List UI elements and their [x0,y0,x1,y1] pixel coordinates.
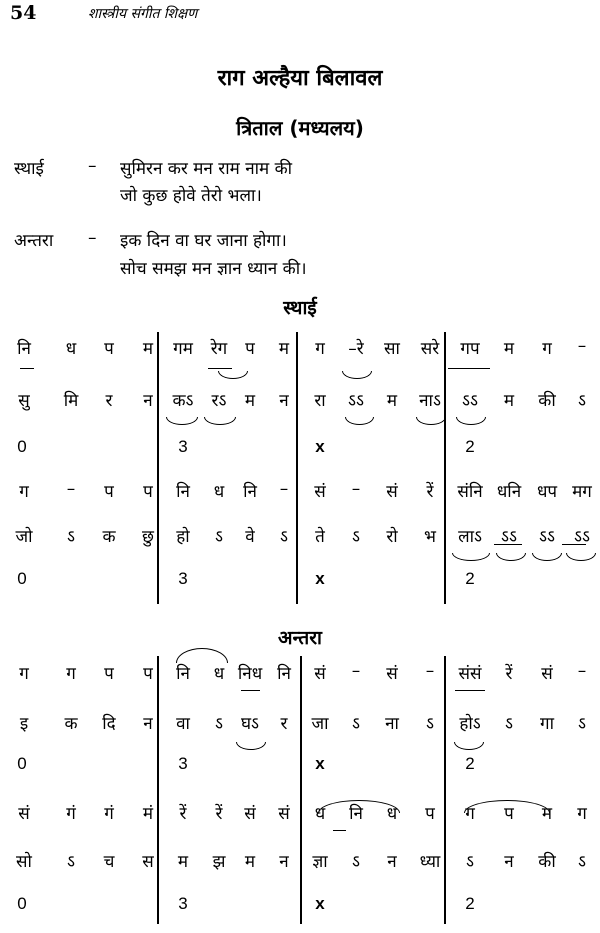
taal-mark: x [315,754,325,773]
meend-arc [464,800,550,813]
antara-dash: – [88,228,97,248]
lyric-syllable: ऽ [578,852,586,872]
lyric-syllable: म [244,391,256,411]
lyric-syllable: झ [212,852,226,872]
lyric-syllable: ऽऽ [462,391,478,411]
kan-slur [532,553,562,561]
swara-note: ग [577,804,587,824]
lyric-syllable: ऽऽ [574,527,590,547]
lyric-syllable: ऽऽ [348,391,364,411]
vibhag-divider [444,656,446,924]
taal-mark: 3 [178,569,188,588]
kan-slur [236,742,266,750]
swara-note: नि [277,664,291,684]
swara-note: प [143,482,153,502]
swara-note: धनि [496,482,522,502]
lyric-syllable: ऽऽ [539,527,555,547]
lyric-syllable: की [538,852,556,872]
lyric-syllable: र [105,391,113,411]
swara-note: धप [536,482,558,502]
lyric-syllable: स [142,852,154,872]
taal-mark: x [315,437,325,456]
taal-mark: 2 [465,569,475,588]
lyric-syllable: इ [19,714,29,734]
lyric-syllable: ऽ [352,852,360,872]
lyric-syllable: ऽ [352,714,360,734]
swara-note: प [143,664,153,684]
swara-note: ग [19,664,29,684]
note-underline [241,690,260,691]
swara-note: मग [572,482,592,502]
lyric-syllable: नाऽ [419,391,441,411]
lyric-syllable: ऽ [505,714,513,734]
swara-note: सं [278,804,290,824]
lyric-syllable: ऽ [67,527,75,547]
swara-note: सं [18,804,30,824]
page-number: 54 [10,2,37,24]
note-underline [333,830,346,831]
lyric-syllable: न [387,852,397,872]
lyric-syllable: ऽ [280,527,288,547]
lyric-syllable: सो [16,852,32,872]
swara-note: रें [215,804,223,824]
lyric-syllable: ज्ञा [312,852,328,872]
lyric-syllable: ऽ [67,852,75,872]
lyric-syllable: न [279,852,289,872]
lyric-syllable: क [64,714,78,734]
swara-note: म [503,339,515,359]
swara-note: नि [176,664,190,684]
lyric-syllable: वे [245,527,255,547]
raga-title: राग अल्हैया बिलावल [217,66,383,91]
swara-note: सं [541,664,553,684]
meend-arc [176,648,228,663]
lyric-syllable: लाऽ [458,527,482,547]
swara-note: ग [542,339,552,359]
lyric-syllable: जा [311,714,329,734]
swara-note: – [66,479,76,499]
kan-slur [454,742,484,750]
sthayi-label: स्थाई [14,159,44,179]
swara-note: संनि [457,482,483,502]
note-underline [455,690,485,691]
lyric-syllable: की [538,391,556,411]
sthayi-lyric-line-1: सुमिरन कर मन राम नाम की [120,159,293,179]
taal-mark: x [315,569,325,588]
lyric-syllable: सु [18,391,30,411]
vibhag-divider [444,332,446,604]
swara-note: प [504,804,514,824]
swara-note: संसं [458,664,482,684]
taal-mark: 0 [17,754,27,773]
lyric-syllable: भ [424,527,436,547]
lyric-syllable: ध्या [419,852,441,872]
note-underline [20,368,34,369]
kan-slur [342,371,372,379]
taal-mark: 3 [178,754,188,773]
kan-slur [452,553,490,561]
lyric-syllable: म [503,391,515,411]
lyric-syllable: न [504,852,514,872]
swara-note: प [245,339,255,359]
lyric-syllable: रो [386,527,398,547]
swara-note: म [541,804,553,824]
kan-slur [166,417,198,425]
lyric-syllable: ऽ [215,527,223,547]
vibhag-divider [157,656,159,924]
taal-mark: 3 [178,437,188,456]
lyric-syllable: ऽ [426,714,434,734]
swara-note: सं [244,804,256,824]
swara-note: मं [142,804,154,824]
swara-note: ध [386,804,398,824]
swara-note: प [104,482,114,502]
kan-slur [456,417,486,425]
taal-mark: 2 [465,754,475,773]
running-title: शास्त्रीय संगीत शिक्षण [88,6,198,22]
lyric-syllable: रऽ [211,391,227,411]
swara-note: प [425,804,435,824]
lyric-syllable: होऽ [459,714,481,734]
swara-note: नि [17,339,31,359]
swara-note: –रे [348,339,364,359]
swara-note: गप [460,339,480,359]
lyric-syllable: घऽ [241,714,259,734]
antara-heading: अन्तरा [278,627,322,649]
kan-slur [416,417,446,425]
lyric-syllable: र [280,714,288,734]
lyric-syllable: रा [314,391,326,411]
swara-note: – [351,661,361,681]
swara-note: गं [104,804,114,824]
taal-mark: 2 [465,437,475,456]
swara-note: सं [386,664,398,684]
swara-note: – [279,479,289,499]
lyric-syllable: म [386,391,398,411]
swara-note: ग [19,482,29,502]
swara-note: प [104,339,114,359]
swara-note: गम [173,339,193,359]
lyric-syllable: न [279,391,289,411]
sthayi-heading: स्थाई [283,297,317,319]
lyric-syllable: ना [385,714,399,734]
lyric-syllable: दि [102,714,116,734]
swara-note: सं [314,482,326,502]
lyric-syllable: क [102,527,116,547]
lyric-syllable: न [143,714,153,734]
swara-note: म [278,339,290,359]
vibhag-divider [157,332,159,604]
lyric-syllable: ऽ [352,527,360,547]
swara-note: ध [213,664,225,684]
vibhag-divider [300,656,302,924]
swara-note: ग [465,804,475,824]
taal-mark: x [315,894,325,913]
antara-lyric-line-1: इक दिन वा घर जाना होगा। [120,231,287,251]
lyric-syllable: जो [15,527,33,547]
swara-note: रें [505,664,513,684]
lyric-syllable: ऽ [578,714,586,734]
swara-note: गं [66,804,76,824]
lyric-syllable: म [177,852,189,872]
swara-note: रें [426,482,434,502]
lyric-syllable: ऽ [466,852,474,872]
swara-note: प [104,664,114,684]
lyric-syllable: ऽ [578,391,586,411]
swara-note: नि [349,804,363,824]
swara-note: – [351,479,361,499]
kan-slur [218,371,248,379]
taal-mark: 0 [17,894,27,913]
lyric-syllable: हो [176,527,190,547]
taal-mark: 3 [178,894,188,913]
lyric-syllable: म [244,852,256,872]
kan-slur [566,553,596,561]
swara-note: सरे [420,339,440,359]
sthayi-dash: – [88,156,97,176]
antara-label: अन्तरा [14,231,54,251]
swara-note: ग [66,664,76,684]
swara-note: – [425,661,435,681]
swara-note: ध [213,482,225,502]
lyric-syllable: ऽ [215,714,223,734]
lyric-syllable: वा [176,714,190,734]
lyric-syllable: ते [315,527,325,547]
swara-note: म [142,339,154,359]
swara-note: रेग [210,339,228,359]
lyric-syllable: कऽ [172,391,194,411]
swara-note: नि [176,482,190,502]
swara-note: ग [315,339,325,359]
kan-slur [345,417,374,425]
kan-slur [496,553,526,561]
swara-note: सं [386,482,398,502]
lyric-syllable: गा [540,714,554,734]
lyric-syllable: च [103,852,115,872]
swara-note: – [577,336,587,356]
note-underline [448,368,490,369]
antara-lyric-line-2: सोच समझ मन ज्ञान ध्यान की। [120,259,307,279]
taal-mark: 0 [17,437,27,456]
swara-note: सं [314,664,326,684]
note-underline [208,368,232,369]
swara-note: सा [384,339,400,359]
note-underline [494,544,522,545]
sthayi-lyric-line-2: जो कुछ होवे तेरो भला। [120,186,262,206]
swara-note: – [577,661,587,681]
vibhag-divider [296,332,298,604]
lyric-syllable: न [143,391,153,411]
swara-note: नि [243,482,257,502]
kan-slur [204,417,236,425]
lyric-syllable: मि [63,391,79,411]
swara-note: ध [65,339,77,359]
swara-note: निध [237,664,263,684]
lyric-syllable: ऽऽ [501,527,517,547]
note-underline [562,544,586,545]
taal-mark: 0 [17,569,27,588]
swara-note: रें [179,804,187,824]
taal-title: त्रिताल (मध्यलय) [236,116,364,140]
taal-mark: 2 [465,894,475,913]
swara-note: ध [314,804,326,824]
lyric-syllable: छु [142,527,154,547]
